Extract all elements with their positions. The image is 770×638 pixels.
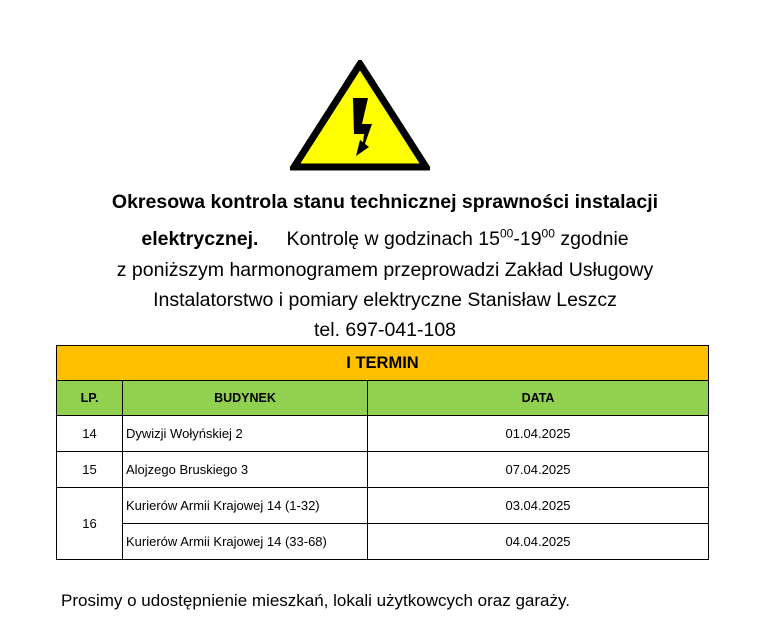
inspection-date: 07.04.2025 (368, 452, 709, 488)
column-header-lp: LP. (57, 381, 123, 416)
building-name: Alojzego Bruskiego 3 (123, 452, 368, 488)
table-row (57, 488, 709, 524)
row-number: 15 (57, 452, 123, 488)
inspection-date: 04.04.2025 (368, 524, 709, 560)
notice-heading-line2 (60, 224, 710, 254)
building-name: Kurierów Armii Krajowej 14 (33-68) (123, 524, 368, 560)
time-end-minutes: 00 (541, 226, 555, 241)
schedule-header-row (57, 381, 709, 416)
time-start-minutes: 00 (500, 226, 514, 241)
column-header-building: BUDYNEK (123, 381, 368, 416)
high-voltage-warning-icon (290, 60, 430, 172)
table-row (57, 524, 709, 560)
time-suffix: zgodnie (554, 228, 629, 250)
table-row (57, 452, 709, 488)
notice-heading-line1: Okresowa kontrola stanu technicznej sprawności instalacji (111, 191, 659, 213)
column-header-date: DATA (368, 381, 709, 416)
time-prefix: Kontrolę w godzinach 15 (286, 228, 500, 250)
inspection-date: 01.04.2025 (368, 416, 709, 452)
building-name: Dywizji Wołyńskiej 2 (123, 416, 368, 452)
table-row (57, 416, 709, 452)
notice-phone: tel. 697-041-108 (313, 319, 457, 341)
schedule-table (56, 345, 709, 560)
schedule-title: I TERMIN (57, 346, 709, 381)
notice-heading-bold-end: elektrycznej. (141, 228, 259, 250)
inspection-date: 03.04.2025 (368, 488, 709, 524)
building-name: Kurierów Armii Krajowej 14 (1-32) (123, 488, 368, 524)
row-number: 16 (57, 488, 123, 560)
schedule-title-row (57, 346, 709, 381)
row-number: 14 (57, 416, 123, 452)
notice-line4: Instalatorstwo i pomiary elektryczne Stanisław Leszcz (153, 289, 617, 311)
notice-line3: z poniższym harmonogramem przeprowadzi Zakład Usługowy (116, 259, 654, 281)
time-separator: -19 (513, 228, 542, 250)
footer-note: Prosimy o udostępnienie mieszkań, lokali użytkowcych oraz garaży. (61, 591, 570, 610)
